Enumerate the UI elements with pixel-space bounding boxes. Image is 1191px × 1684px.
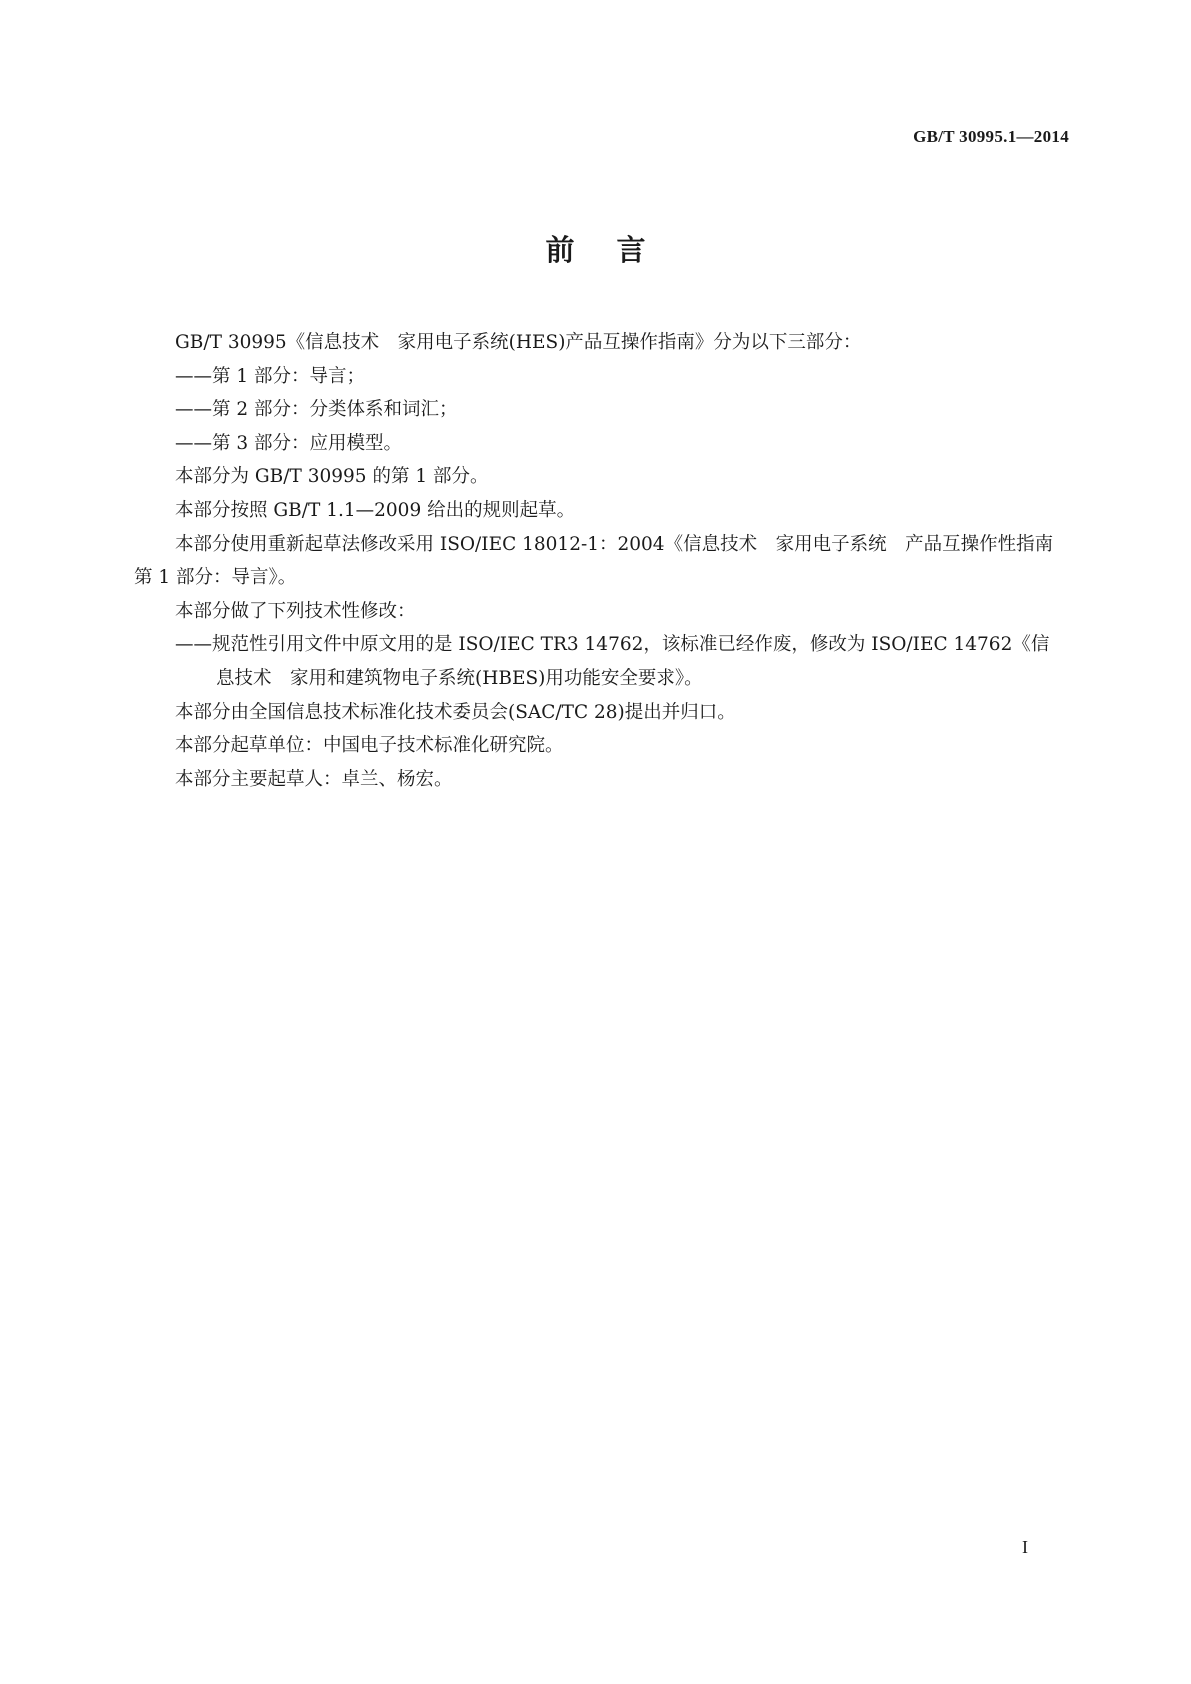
part-list-item: ——第 2 部分：分类体系和词汇； (175, 399, 458, 421)
proposer-statement: 本部分由全国信息技术标准化技术委员会(SAC/TC 28)提出并归口。 (175, 701, 736, 723)
foreword-body (134, 326, 1072, 796)
adoption-statement: 本部分使用重新起草法修改采用 ISO/IEC 18012-1：2004《信息技术 家用电子系统 产品互操作性指南 第 1 部分：导言》。 (134, 533, 1072, 589)
drafting-rules: 本部分按照 GB/T 1.1—2009 给出的规则起草。 (175, 499, 576, 521)
part-list-item: ——第 3 部分：应用模型。 (175, 432, 403, 454)
modifications-intro: 本部分做了下列技术性修改： (175, 600, 416, 622)
part-statement: 本部分为 GB/T 30995 的第 1 部分。 (175, 466, 489, 488)
intro-paragraph: GB/T 30995《信息技术 家用电子系统(HES)产品互操作指南》分为以下三部分： (175, 332, 862, 353)
part-list-item: ——第 1 部分：导言； (175, 365, 366, 387)
page-title: 前言 (545, 233, 688, 267)
document-code: GB/T 30995.1—2014 (913, 127, 1069, 146)
page-number: I (1022, 1537, 1028, 1557)
modification-item: ——规范性引用文件中原文用的是 ISO/IEC TR3 14762，该标准已经作废，修改为 ISO/IEC 14762《信息技术 家用和建筑物电子系统(HBES)用功能安全要求》。 (175, 634, 1050, 689)
drafting-unit: 本部分起草单位：中国电子技术标准化研究院。 (175, 735, 564, 757)
main-drafters: 本部分主要起草人：卓兰、杨宏。 (175, 768, 453, 790)
